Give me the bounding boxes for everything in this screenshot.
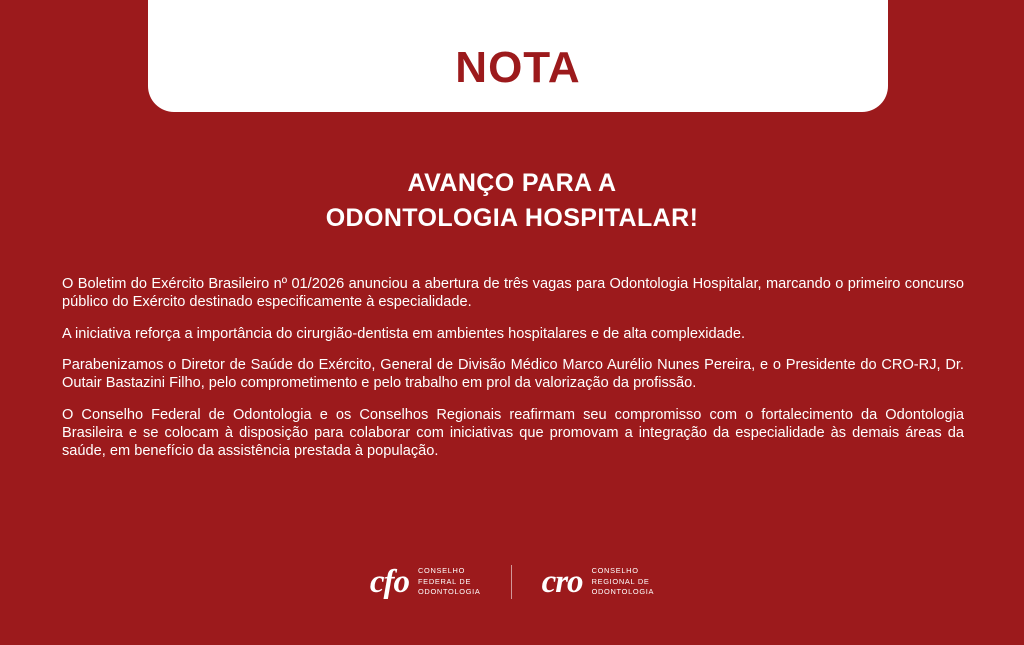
cro-logo-line-3: ODONTOLOGIA (591, 587, 655, 597)
cfo-logo-mark: cfo (369, 563, 409, 600)
paragraph: O Boletim do Exército Brasileiro nº 01/2026 anunciou a abertura de três vagas para Odontologia Hospitalar, marcando o primeiro concurso público do Exército destinado especificamente à especialidade. (62, 276, 964, 310)
paragraph: Parabenizamos o Diretor de Saúde do Exército, General de Divisão Médico Marco Aurélio Nunes Pereira, e o Presidente do CRO-RJ, Dr. Outair Bastazini Filho, pelo comprometimento e pelo trabalho em prol da valorização da profissão. (62, 357, 964, 392)
cfo-logo (369, 563, 481, 600)
paragraph: O Conselho Federal de Odontologia e os Conselhos Regionais reafirmam seu compromisso com o fortalecimento da Odontologia Brasileira e se colocam à disposição para colaborar com iniciativas que promovam a integração da especialidade às demais áreas da saúde, em benefício da assistência prestada à população. (62, 406, 964, 459)
header-card (148, 0, 888, 112)
cro-logo-line-1: CONSELHO (591, 565, 639, 575)
cro-logo-line-2: REGIONAL DE (591, 576, 650, 586)
body-copy (62, 276, 964, 460)
cfo-logo-line-2: FEDERAL DE (417, 576, 472, 586)
cfo-logo-line-1: CONSELHO (417, 565, 466, 575)
cro-logo-text (592, 566, 655, 598)
logo-divider (511, 565, 512, 599)
headline (0, 166, 1024, 235)
paragraph: A iniciativa reforça a importância do cirurgião-dentista em ambientes hospitalares e de alta complexidade. (62, 325, 746, 342)
headline-line-2: ODONTOLOGIA HOSPITALAR! (325, 203, 699, 232)
cfo-logo-text (418, 566, 481, 598)
cro-logo-mark: cro (541, 563, 583, 600)
cro-logo (541, 563, 655, 600)
cfo-logo-line-3: ODONTOLOGIA (417, 587, 481, 597)
footer-logos (0, 565, 1024, 599)
page-title: NOTA (455, 43, 581, 92)
headline-line-1: AVANÇO PARA A (407, 169, 617, 197)
